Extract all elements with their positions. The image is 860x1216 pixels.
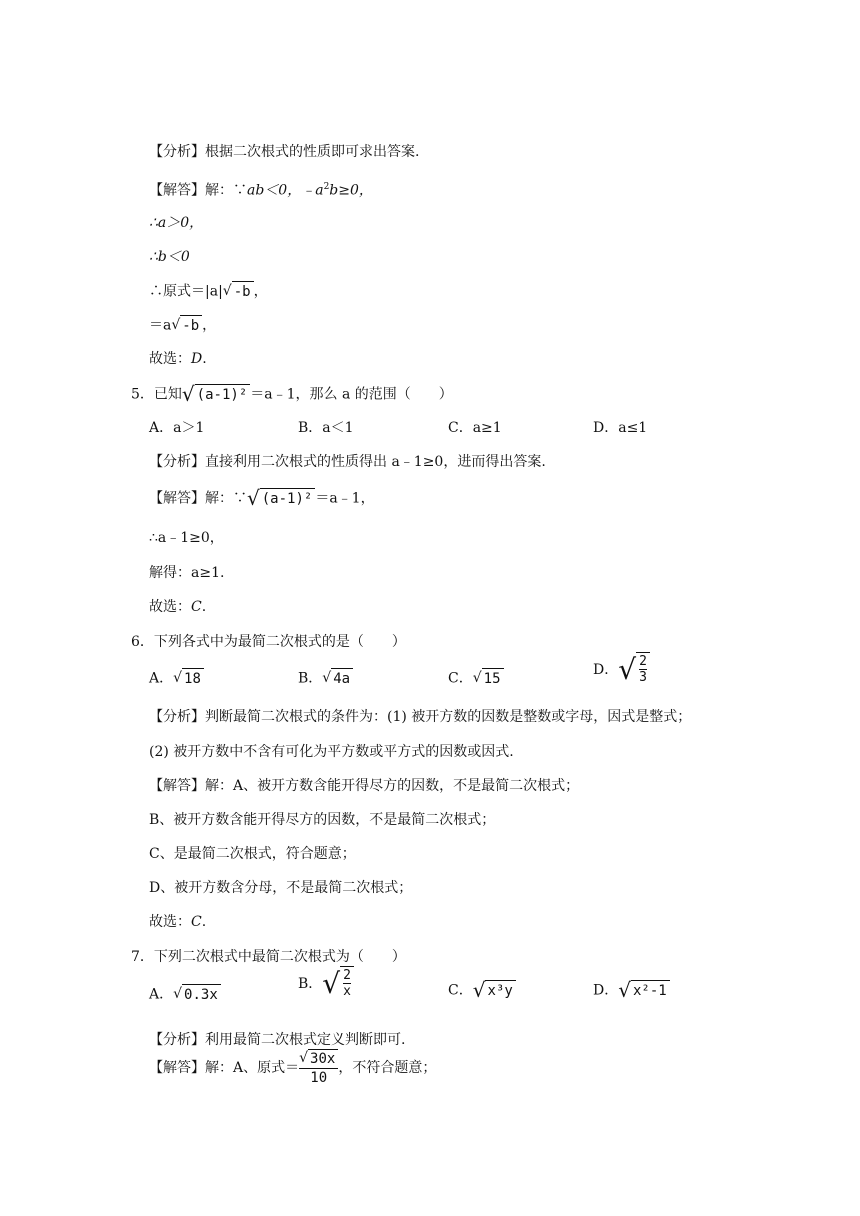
analysis-line: 【分析】根据二次根式的性质即可求出答案. (149, 144, 420, 160)
analysis-line: (2) 被开方数中不含有可化为平方数或平方式的因数或因式. (149, 744, 514, 760)
step-line: ∴原式＝|a| √ -b ， (149, 283, 268, 300)
option-b: B． √ 4a (298, 668, 353, 689)
solution-line: 【解答】解：∵ab＜0，$﹣a^2b\ge 0$， (149, 182, 373, 199)
answer-line: 故选：C. (149, 599, 207, 615)
step-line: 解得：a≥1. (149, 565, 225, 581)
analysis-line: 【分析】判断最简二次根式的条件为：(1) 被开方数的因数是整数或字母，因式是整式； (149, 709, 692, 725)
option-d: D． √ x²-1 (593, 980, 670, 1001)
answer-line: 故选：C. (149, 914, 207, 930)
analysis-line: 【分析】直接利用二次根式的性质得出 a﹣1≥0，进而得出答案. (149, 454, 546, 470)
option-a: A．a＞1 (149, 420, 205, 436)
step-line: C、是最简二次根式，符合题意； (149, 846, 356, 862)
solution-line: 【解答】解：A、被开方数含能开得尽方的因数，不是最简二次根式； (149, 778, 580, 794)
step-line: ＝a √ -b ， (149, 317, 217, 334)
solution-line: 【解答】解：A、原式＝ √ 30x 10 ，不符合题意； (149, 1050, 437, 1086)
solution-line: 【解答】解：∵ √ (a-1)² ＝a﹣1， (149, 486, 375, 510)
step-line: B、被开方数含能开得尽方的因数，不是最简二次根式； (149, 812, 496, 828)
analysis-line: 【分析】利用最简二次根式定义判断即可. (149, 1032, 406, 1048)
answer-line: 故选：D. (149, 351, 207, 367)
option-c: C． √ x³y (448, 980, 516, 1001)
step-line: ∴a＞0， (149, 215, 204, 231)
option-c: C． √ 15 (448, 668, 504, 689)
option-b: B． √ $\frac{2}{x}$ (298, 966, 354, 1002)
option-d: D． √ $\frac{2}{3}$ (593, 652, 650, 688)
step-line: ∴a﹣1≥0， (149, 530, 224, 546)
option-a: A． √ 18 (149, 668, 204, 689)
option-c: C．a≥1 (448, 420, 502, 436)
question-5: 5．已知 √ (a-1)² ＝a﹣1，那么 a 的范围（ ） (131, 382, 453, 406)
option-a: A． √ 0.3x (149, 984, 221, 1005)
step-line: D、被开方数含分母，不是最简二次根式； (149, 880, 413, 896)
option-b: B．a＜1 (298, 420, 354, 436)
question-6: 6．下列各式中为最简二次根式的是（ ） (131, 634, 406, 650)
step-line: ∴b＜0 (149, 249, 190, 265)
question-7: 7．下列二次根式中最简二次根式为（ ） (131, 949, 406, 965)
option-d: D．a≤1 (593, 420, 648, 436)
